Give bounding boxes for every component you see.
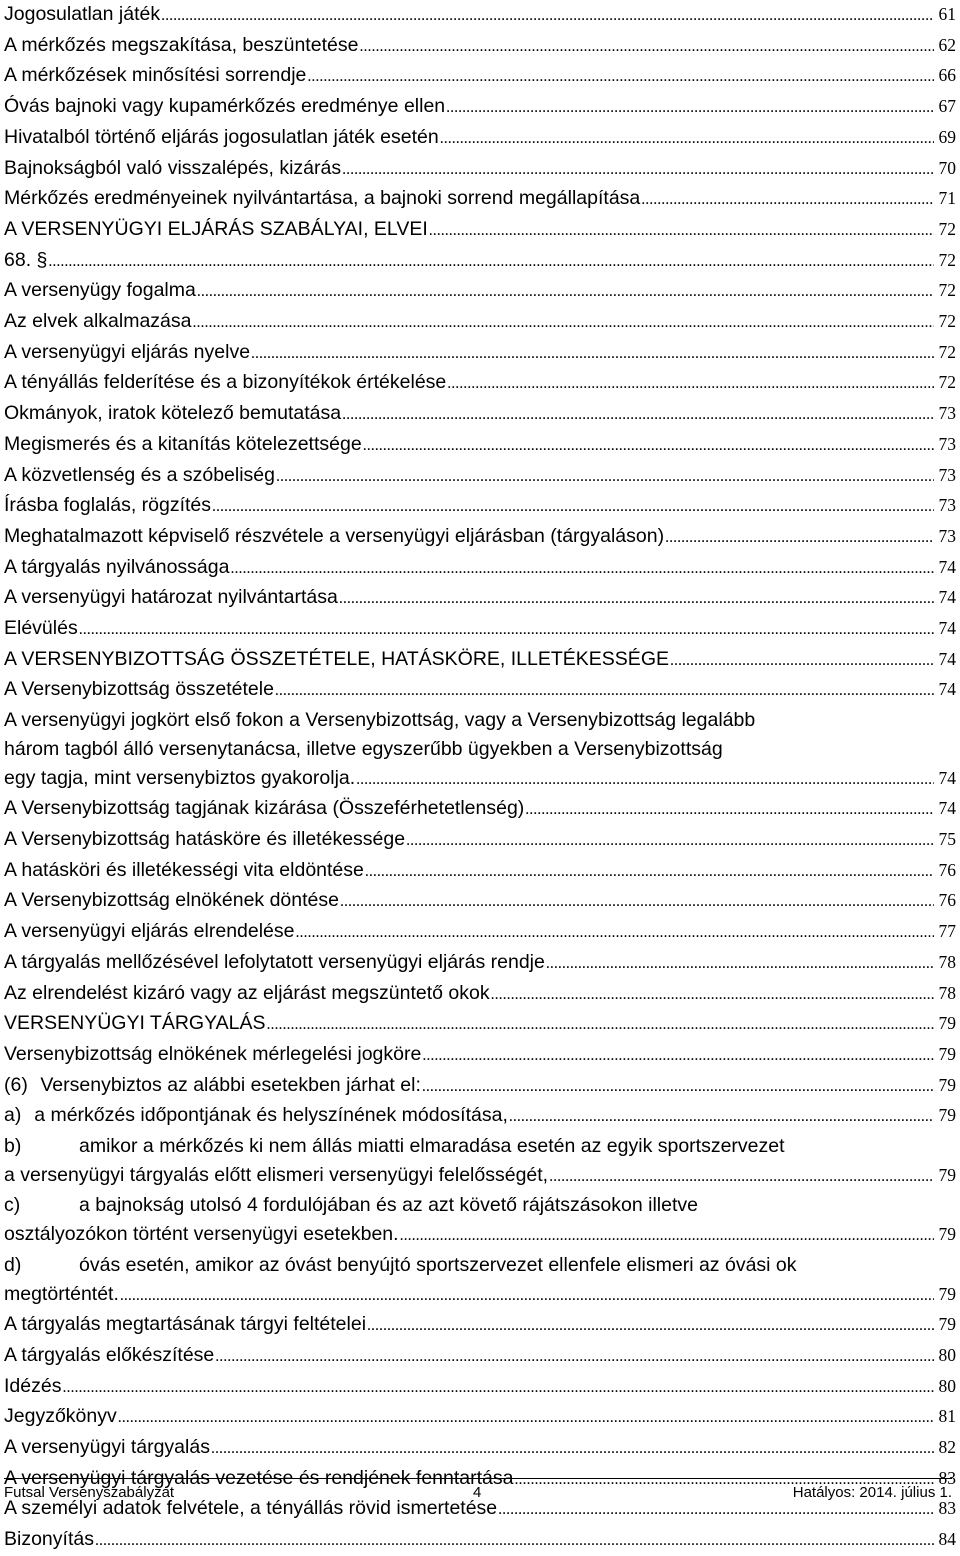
dot-leader: [118, 1404, 934, 1433]
toc-entry-page-number: 79: [938, 1314, 956, 1335]
toc-entry-title: A Versenybizottság hatásköre és illetékessége: [4, 827, 406, 850]
dot-leader: [161, 2, 934, 31]
toc-entry-page-number: 84: [938, 1529, 956, 1550]
dot-leader: [275, 677, 934, 706]
toc-entry-page-number: 76: [938, 859, 956, 880]
toc-entry-page-number: 74: [938, 618, 956, 639]
toc-entry[interactable]: [4, 0, 956, 31]
dot-leader: [339, 585, 934, 614]
dot-leader: [340, 888, 934, 917]
toc-entry-page-number: 74: [938, 648, 956, 669]
dot-leader: [230, 555, 934, 584]
toc-entry[interactable]: [4, 522, 956, 553]
toc-entry[interactable]: [4, 825, 956, 856]
dot-leader: [400, 1222, 934, 1251]
toc-entry-title: Bizonyítás: [4, 1528, 94, 1551]
toc-entry-marker: d): [4, 1253, 22, 1276]
toc-entry-page-number: 73: [938, 495, 956, 516]
toc-entry-page-number: 72: [938, 218, 956, 239]
toc-entry[interactable]: [4, 948, 956, 979]
toc-entry-page-number: 74: [938, 556, 956, 577]
toc-entry-page-number: 74: [938, 679, 956, 700]
toc-entry-title: Idézés: [4, 1374, 62, 1397]
toc-entry-title: Meghatalmazott képviselő részvétele a versenyügyi eljárásban (tárgyaláson): [4, 524, 665, 547]
dot-leader: [342, 401, 934, 430]
toc-entry-title: A VERSENYBIZOTTSÁG ÖSSZETÉTELE, HATÁSKÖRE, ILLETÉKESSÉGE: [4, 647, 669, 670]
toc-entry-title: a versenyügyi tárgyalás előtt elismeri versenyügyi felelősségét,: [4, 1163, 549, 1186]
toc-entry-page-number: 74: [938, 767, 956, 788]
dot-leader: [440, 125, 934, 154]
toc-entry-page-number: 74: [938, 798, 956, 819]
toc-entry[interactable]: [4, 1071, 956, 1102]
footer-document-title: Futsal Versenyszabályzat: [4, 1484, 175, 1501]
dot-leader: [212, 493, 934, 522]
toc-entry-marker: a): [4, 1104, 22, 1127]
toc-entry-title: A versenyügy fogalma: [4, 279, 196, 302]
toc-entry-title: A VERSENYÜGYI ELJÁRÁS SZABÁLYAI, ELVEI: [4, 217, 428, 240]
toc-entry-title: osztályozókon történt versenyügyi esetekben.: [4, 1223, 399, 1246]
toc-entry-page-number: 61: [938, 4, 956, 24]
dot-leader: [422, 1073, 934, 1102]
toc-entry-line: [4, 1191, 956, 1220]
toc-entry-title: A versenyügyi határozat nyilvántartása: [4, 586, 338, 609]
toc-entry[interactable]: [4, 1310, 956, 1341]
toc-entry-marker: (6): [4, 1073, 28, 1096]
dot-leader: [525, 796, 934, 825]
toc-entry-page-number: 72: [938, 280, 956, 301]
toc-entry-page-number: 67: [938, 96, 956, 117]
dot-leader: [549, 1163, 934, 1192]
dot-leader: [48, 248, 934, 277]
toc-entry-page-number: 66: [938, 65, 956, 86]
dot-leader: [446, 94, 934, 123]
toc-entry[interactable]: [4, 1372, 956, 1403]
toc-entry[interactable]: [4, 1101, 956, 1132]
toc-entry-title: A hatásköri és illetékességi vita eldöntése: [4, 858, 364, 881]
toc-entry[interactable]: [4, 645, 956, 676]
dot-leader: [359, 33, 934, 62]
toc-entry[interactable]: [4, 61, 956, 92]
toc-entry[interactable]: [4, 583, 956, 614]
toc-entry-line-text: amikor a mérkőzés ki nem állás miatti elmaradása esetén az egyik sportszervezet: [79, 1135, 785, 1158]
page-footer: [4, 1478, 952, 1505]
toc-entry-page-number: 69: [938, 126, 956, 147]
toc-entry-title: A versenyügyi tárgyalás vezetése és rendjének fenntartása: [4, 1466, 514, 1489]
toc-entry-title: Versenybizottság elnökének mérlegelési jogköre: [4, 1042, 422, 1065]
toc-entry-title: A mérkőzés megszakítása, beszüntetése: [4, 33, 359, 56]
dot-leader: [79, 616, 934, 645]
dot-leader: [406, 827, 934, 856]
toc-entry-title: Okmányok, iratok kötelező bemutatása: [4, 402, 342, 425]
toc-entry-page-number: 79: [938, 1105, 956, 1126]
toc-entry[interactable]: [4, 1009, 956, 1040]
dot-leader: [197, 278, 934, 307]
dot-leader: [251, 340, 934, 369]
dot-leader: [367, 1312, 934, 1341]
toc-entry-page-number: 73: [938, 525, 956, 546]
toc-entry[interactable]: [4, 1402, 956, 1433]
toc-entry-line: [4, 1132, 956, 1161]
dot-leader: [296, 919, 934, 948]
toc-entry-title: Jegyzőkönyv: [4, 1405, 117, 1428]
toc-entry-title: A versenyügyi eljárás nyelve: [4, 340, 251, 363]
toc-entry-page-number: 72: [938, 311, 956, 332]
toc-entry[interactable]: [4, 92, 956, 123]
footer-page-number: 4: [473, 1484, 482, 1501]
toc-entry[interactable]: [4, 979, 956, 1010]
toc-entry-title: A tárgyalás nyilvánossága: [4, 555, 230, 578]
footer-effective-date: Hatályos: 2014. július 1.: [792, 1484, 952, 1501]
toc-entry-page-number: 78: [938, 982, 956, 1003]
toc-entry-page-number: 79: [938, 1013, 956, 1034]
toc-entry-page-number: 79: [938, 1164, 956, 1185]
toc-entry-page-number: 79: [938, 1074, 956, 1095]
toc-entry-page-number: 72: [938, 249, 956, 270]
toc-entry-page-number: 80: [938, 1375, 956, 1396]
toc-entry-title: Hivatalból történő eljárás jogosulatlan játék esetén: [4, 125, 439, 148]
toc-entry-title: egy tagja, mint versenybiztos gyakorolja.: [4, 766, 356, 789]
toc-entry[interactable]: [4, 368, 956, 399]
dot-leader: [267, 1011, 934, 1040]
toc-entry-title: Óvás bajnoki vagy kupamérkőzés eredménye ellen: [4, 95, 446, 118]
toc-entry-title: Az elrendelést kizáró vagy az eljárást megszüntető okok: [4, 981, 490, 1004]
toc-entry-page-number: 80: [938, 1344, 956, 1365]
toc-entry-page-number: 71: [938, 188, 956, 209]
toc-entry-line: A versenyügyi jogkört első fokon a Versenybizottság, vagy a Versenybizottság legalább: [4, 709, 756, 732]
dot-leader: [62, 1374, 934, 1403]
toc-entry-title: Jogosulatlan játék: [4, 3, 161, 25]
toc-entry[interactable]: [4, 31, 956, 62]
toc-entry[interactable]: [4, 1341, 956, 1372]
toc-entry-title: Megismerés és a kitanítás kötelezettsége: [4, 432, 362, 455]
dot-leader: [665, 524, 934, 553]
toc-entry-title: Az elvek alkalmazása: [4, 310, 192, 333]
toc-entry[interactable]: [4, 886, 956, 917]
toc-entry-page-number: 75: [938, 828, 956, 849]
toc-entry-marker: b): [4, 1135, 22, 1158]
toc-entry-page-number: 79: [938, 1283, 956, 1304]
toc-entry-title: A versenyügyi tárgyalás: [4, 1436, 210, 1459]
toc-entry-title: A versenyügyi eljárás elrendelése: [4, 920, 295, 943]
toc-entry-title: A tárgyalás mellőzésével lefolytatott versenyügyi eljárás rendje: [4, 950, 545, 973]
table-of-contents: [4, 0, 956, 1556]
dot-leader: [363, 432, 934, 461]
dot-leader: [509, 1103, 934, 1132]
toc-entry[interactable]: [4, 154, 956, 185]
toc-entry-title: Írásba foglalás, rögzítés: [4, 494, 212, 517]
toc-entry[interactable]: [4, 1132, 956, 1191]
toc-entry[interactable]: [4, 399, 956, 430]
toc-entry-title: a mérkőzés időpontjának és helyszínének módosítása,: [34, 1104, 508, 1127]
toc-entry[interactable]: [4, 614, 956, 645]
toc-entry-line-text: óvás esetén, amikor az óvást benyújtó sportszervezet ellenfele elismeri az óvási ok: [79, 1253, 797, 1276]
toc-entry-page-number: 72: [938, 372, 956, 393]
toc-entry-line: három tagból álló versenytanácsa, illetve egyszerűbb ügyekben a Versenybizottság: [4, 737, 723, 760]
toc-entry-page-number: 62: [938, 34, 956, 55]
dot-leader: [120, 1282, 934, 1311]
toc-entry[interactable]: [4, 338, 956, 369]
toc-entry-title: A Versenybizottság összetétele: [4, 678, 274, 701]
toc-entry-title: Mérkőzés eredményeinek nyilvántartása, a bajnoki sorrend megállapítása: [4, 187, 641, 210]
toc-entry-title: A tárgyalás előkészítése: [4, 1343, 215, 1366]
document-page: [4, 0, 956, 1556]
toc-entry-page-number: 73: [938, 403, 956, 424]
toc-entry-title: Versenybiztos az alábbi esetekben járhat el:: [40, 1073, 421, 1096]
dot-leader: [491, 981, 934, 1010]
toc-entry[interactable]: [4, 675, 956, 706]
dot-leader: [641, 186, 934, 215]
toc-entry[interactable]: [4, 307, 956, 338]
toc-entry[interactable]: [4, 706, 956, 794]
toc-entry-page-number: 83: [938, 1498, 956, 1519]
toc-entry[interactable]: [4, 553, 956, 584]
toc-entry-page-number: 72: [938, 341, 956, 362]
toc-entry[interactable]: [4, 123, 956, 154]
dot-leader: [276, 463, 934, 492]
toc-entry[interactable]: [4, 1525, 956, 1556]
dot-leader: [95, 1527, 934, 1556]
toc-entry[interactable]: [4, 794, 956, 825]
toc-entry-page-number: 73: [938, 433, 956, 454]
toc-entry-page-number: 70: [938, 157, 956, 178]
dot-leader: [356, 766, 934, 795]
toc-entry[interactable]: [4, 1191, 956, 1250]
toc-entry-title: Elévülés: [4, 617, 78, 640]
toc-entry-title: A tényállás felderítése és a bizonyítékok értékelése: [4, 371, 447, 394]
toc-entry-title: A Versenybizottság elnökének döntése: [4, 889, 339, 912]
toc-entry[interactable]: [4, 246, 956, 277]
toc-entry-page-number: 73: [938, 464, 956, 485]
toc-entry-title: 68. §: [4, 248, 48, 271]
toc-entry-page-number: 83: [938, 1467, 956, 1488]
toc-entry[interactable]: [4, 430, 956, 461]
toc-entry[interactable]: [4, 917, 956, 948]
dot-leader: [307, 63, 934, 92]
toc-entry-title: A közvetlenség és a szóbeliség: [4, 463, 276, 486]
toc-entry-page-number: 78: [938, 951, 956, 972]
toc-entry[interactable]: [4, 1433, 956, 1464]
toc-entry[interactable]: [4, 491, 956, 522]
toc-entry-title: Bajnokságból való visszalépés, kizárás: [4, 156, 342, 179]
toc-entry-title: A Versenybizottság tagjának kizárása (Összeférhetetlenség): [4, 797, 525, 820]
dot-leader: [429, 217, 934, 246]
toc-entry-title: A mérkőzések minősítési sorrendje: [4, 64, 307, 87]
toc-entry-line-text: a bajnokság utolsó 4 fordulójában és az azt követő rájátszásokon illetve: [79, 1194, 698, 1217]
toc-entry[interactable]: [4, 1040, 956, 1071]
toc-entry-title: megtörténtét.: [4, 1282, 119, 1305]
dot-leader: [211, 1435, 934, 1464]
toc-entry-page-number: 76: [938, 890, 956, 911]
toc-entry[interactable]: [4, 1251, 956, 1310]
dot-leader: [670, 647, 934, 676]
toc-entry[interactable]: [4, 856, 956, 887]
dot-leader: [546, 950, 934, 979]
dot-leader: [422, 1042, 934, 1071]
toc-entry-title: VERSENYÜGYI TÁRGYALÁS: [4, 1012, 266, 1035]
toc-entry[interactable]: [4, 184, 956, 215]
toc-entry-title: A tárgyalás megtartásának tárgyi feltételei: [4, 1313, 367, 1336]
dot-leader: [193, 309, 935, 338]
dot-leader: [447, 370, 934, 399]
toc-entry[interactable]: [4, 215, 956, 246]
dot-leader: [342, 156, 934, 185]
toc-entry-page-number: 81: [938, 1406, 956, 1427]
toc-entry-marker: c): [4, 1194, 21, 1217]
toc-entry-page-number: 74: [938, 587, 956, 608]
toc-entry-page-number: 79: [938, 1043, 956, 1064]
dot-leader: [365, 858, 934, 887]
toc-entry-title: A személyi adatok felvétele, a tényállás rövid ismertetése: [4, 1497, 498, 1520]
toc-entry[interactable]: [4, 276, 956, 307]
toc-entry[interactable]: [4, 461, 956, 492]
toc-entry-page-number: 79: [938, 1224, 956, 1245]
toc-entry-page-number: 77: [938, 921, 956, 942]
dot-leader: [215, 1343, 934, 1372]
toc-entry-line: [4, 1251, 956, 1280]
toc-entry-page-number: 82: [938, 1437, 956, 1458]
